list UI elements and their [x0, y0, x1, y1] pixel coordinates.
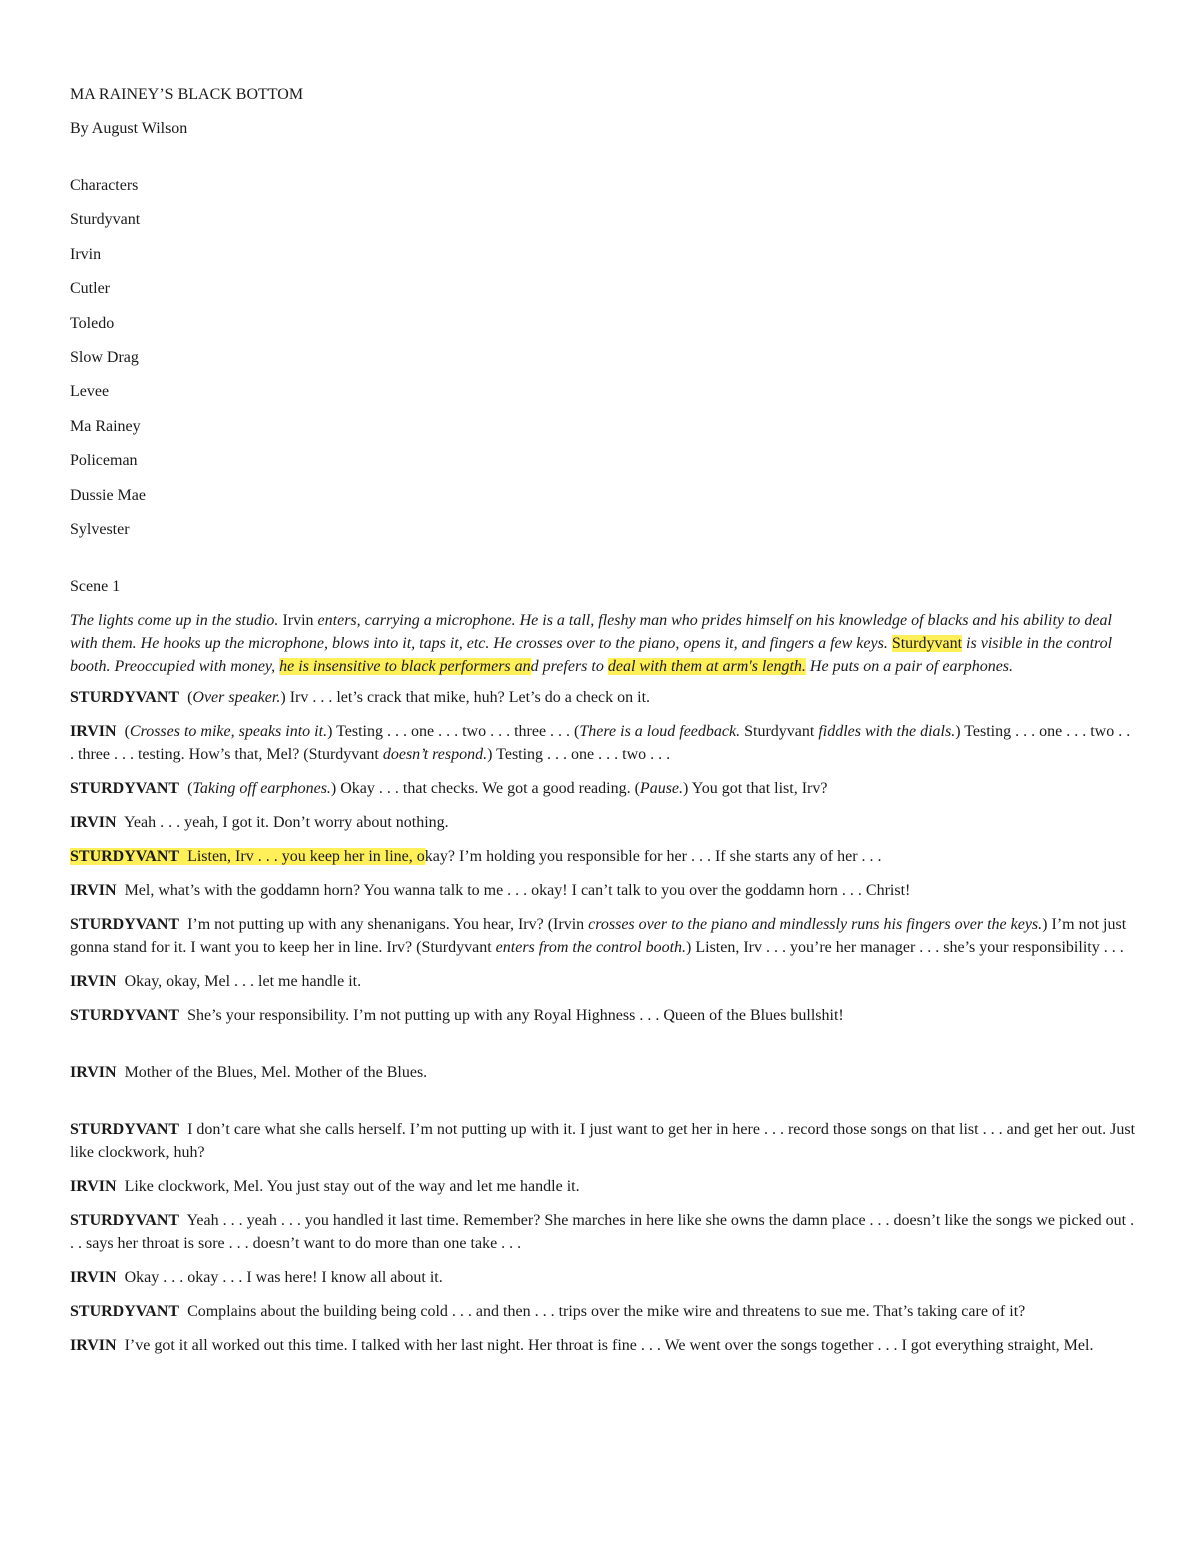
speaker-name: IRVIN: [70, 1177, 117, 1195]
dialogue-line: STURDYVANT I don’t care what she calls herself. I’m not putting up with it. I just want to get her in here . . . record those songs on that list . . . and get her out. Just like clockwork, huh?: [70, 1120, 1136, 1161]
speaker-name: STURDYVANT: [70, 915, 180, 933]
dialogue-line: IRVIN Like clockwork, Mel. You just stay out of the way and let me handle it.: [70, 1177, 580, 1195]
speaker-name: STURDYVANT: [70, 847, 180, 865]
speaker-name: IRVIN: [70, 722, 117, 740]
speaker-name: IRVIN: [70, 972, 117, 990]
stage-direction: The lights come up in the studio. Irvin enters, carrying a microphone. He is a tall, fleshy man who prides himself on his knowledge of blacks and his ability to deal with them. He hooks up the microphone, blows into it, taps it, etc. He crosses over to the piano, opens it, and fingers a few keys. Sturdyvant is visible in the control booth. Preoccupied with money, he is insensitive to black performers and prefers to deal with them at arm's length. He puts on a pair of earphones.: [70, 611, 1113, 675]
speaker-name: STURDYVANT: [70, 1006, 180, 1024]
character-item: Dussie Mae: [70, 486, 146, 504]
highlighted-text: he is insensitive to black performers an: [279, 657, 531, 675]
highlighted-text: deal with them at arm's length.: [607, 657, 806, 675]
document-body: [70, 83, 1135, 1368]
speaker-name: STURDYVANT: [70, 1302, 180, 1320]
dialogue-line: IRVIN I’ve got it all worked out this time. I talked with her last night. Her throat is fine . . . We went over the songs together . . . I got everything straight, Mel.: [70, 1336, 1094, 1354]
speaker-name: IRVIN: [70, 1336, 117, 1354]
character-item: Ma Rainey: [70, 417, 141, 435]
character-item: Sylvester: [70, 520, 130, 538]
character-item: Irvin: [70, 245, 102, 263]
dialogue-line: IRVIN Mother of the Blues, Mel. Mother of the Blues.: [70, 1063, 428, 1081]
dialogue-line: STURDYVANT I’m not putting up with any shenanigans. You hear, Irv? (Irvin crosses over to the piano and mindlessly runs his fingers over the keys.) I’m not just gonna stand for it. I want you to keep her in line. Irv? (Sturdyvant enters from the control booth.) Listen, Irv . . . you’re her manager . . . she’s your responsibility . . .: [70, 915, 1127, 956]
speaker-name: STURDYVANT: [70, 1211, 180, 1229]
dialogue-line: STURDYVANT Complains about the building being cold . . . and then . . . trips over the mike wire and threatens to sue me. That’s taking care of it?: [70, 1302, 1026, 1320]
speaker-name: STURDYVANT: [70, 779, 180, 797]
dialogue-line: IRVIN (Crosses to mike, speaks into it.) Testing . . . one . . . two . . . three . . . (There is a loud feedback. Sturdyvant fiddles with the dials.) Testing . . . one . . . two . . . three . . . testing. How’s that, Mel? (Sturdyvant doesn’t respond.) Testing . . . one . . . two . . .: [70, 722, 1131, 763]
highlighted-text: STURDYVANT Listen, Irv . . . you keep her in line, o: [70, 847, 425, 865]
speaker-name: IRVIN: [70, 1268, 117, 1286]
dialogue-line: IRVIN Okay, okay, Mel . . . let me handle it.: [70, 972, 362, 990]
character-item: Toledo: [70, 314, 115, 332]
speaker-name: STURDYVANT: [70, 688, 180, 706]
dialogue-line: IRVIN Yeah . . . yeah, I got it. Don’t worry about nothing.: [70, 813, 449, 831]
characters-heading: Characters: [70, 177, 139, 194]
play-title: MA RAINEY’S BLACK BOTTOM: [70, 86, 304, 103]
speaker-name: IRVIN: [70, 1063, 117, 1081]
character-item: Slow Drag: [70, 348, 139, 366]
dialogue-line: STURDYVANT Yeah . . . yeah . . . you handled it last time. Remember? She marches in here like she owns the damn place . . . doesn’t like the songs we picked out . . . says her throat is sore . . . doesn’t want to do more than one take . . .: [70, 1211, 1135, 1252]
character-item: Policeman: [70, 452, 138, 470]
dialogue-line: STURDYVANT (Taking off earphones.) Okay . . . that checks. We got a good reading. (Pause.) You got that list, Irv?: [70, 779, 828, 797]
byline: By August Wilson: [70, 120, 188, 137]
speaker-name: IRVIN: [70, 881, 117, 899]
character-item: Cutler: [70, 280, 110, 298]
speaker-name: STURDYVANT: [70, 1120, 180, 1138]
dialogue-line: IRVIN Mel, what’s with the goddamn horn? You wanna talk to me . . . okay! I can’t talk to you over the goddamn horn . . . Christ!: [70, 881, 911, 899]
dialogue-line: STURDYVANT She’s your responsibility. I’m not putting up with any Royal Highness . . . Queen of the Blues bullshit!: [70, 1006, 844, 1024]
character-item: Levee: [70, 383, 110, 401]
dialogue-line: IRVIN Okay . . . okay . . . I was here! I know all about it.: [70, 1268, 443, 1286]
scene-heading: Scene 1: [70, 577, 121, 595]
dialogue-line: STURDYVANT Listen, Irv . . . you keep her in line, okay? I’m holding you responsible for her . . . If she starts any of her . . .: [70, 847, 882, 865]
dialogue-line: STURDYVANT (Over speaker.) Irv . . . let’s crack that mike, huh? Let’s do a check on it.: [70, 688, 651, 706]
speaker-name: IRVIN: [70, 813, 117, 831]
character-item: Sturdyvant: [70, 211, 141, 229]
highlighted-text: Sturdyvant: [891, 634, 963, 652]
